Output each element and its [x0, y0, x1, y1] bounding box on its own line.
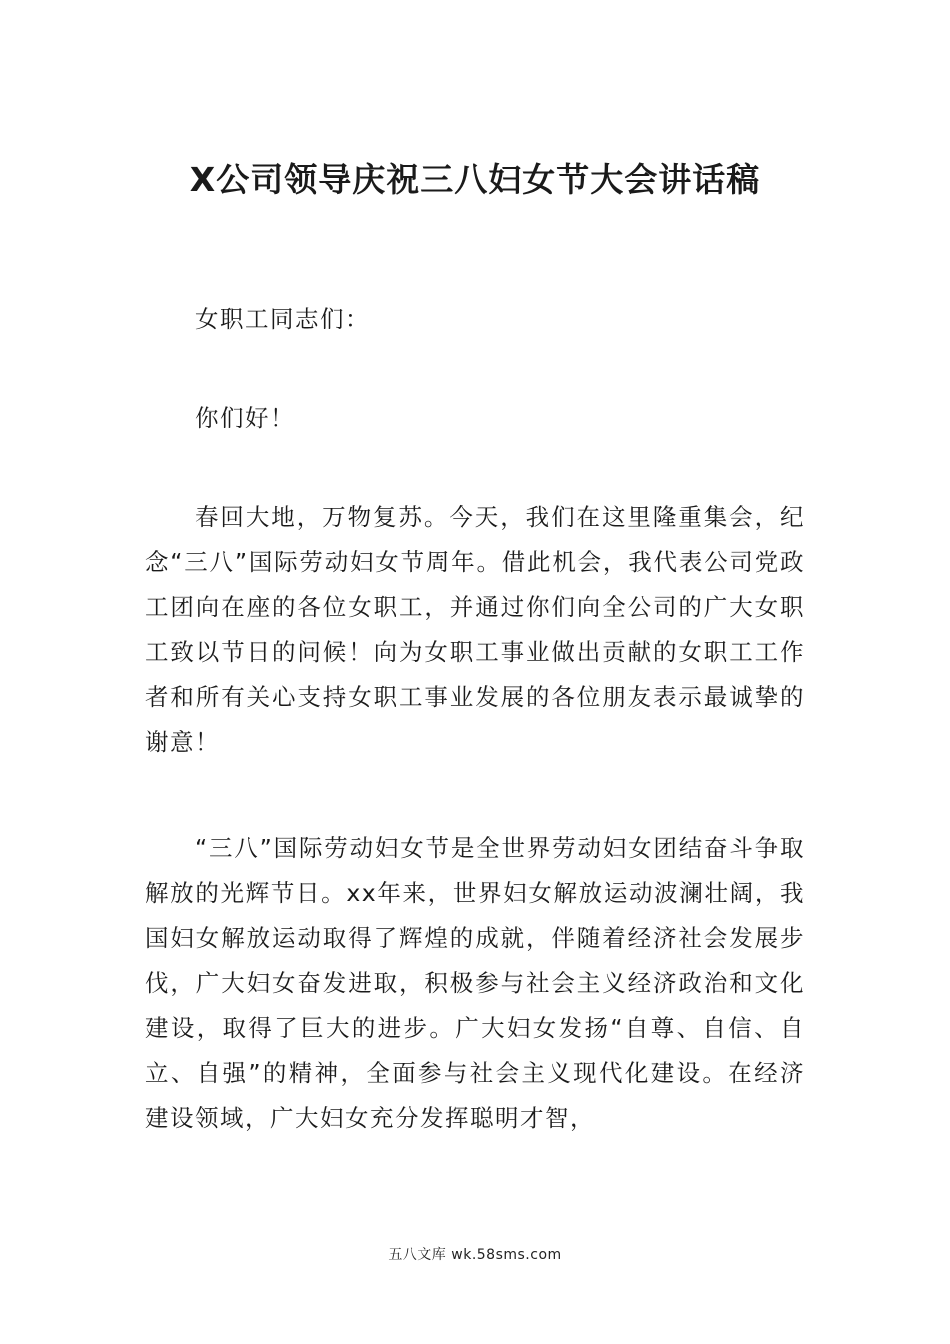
- document-title: X公司领导庆祝三八妇女节大会讲话稿: [189, 160, 761, 199]
- footer-watermark: 五八文库 wk.58sms.com: [388, 1247, 562, 1263]
- greeting: 你们好！: [195, 404, 295, 432]
- paragraph-1: 春回大地，万物复苏。今天，我们在这里隆重集会，纪念“三八”国际劳动妇女节周年。借此机会，我代表公司党政工团向在座的各位女职工，并通过你们向全公司的广大女职工致以节日的问候！向为女职工事业做出贡献的女职工工作者和所有关心支持女职工事业发展的各位朋友表示最诚挚的谢意！: [145, 503, 805, 756]
- paragraph-2: “三八”国际劳动妇女节是全世界劳动妇女团结奋斗争取解放的光辉节日。xx年来，世界妇女解放运动波澜壮阔，我国妇女解放运动取得了辉煌的成就，伴随着经济社会发展步伐，广大妇女奋发进取，积极参与社会主义经济政治和文化建设，取得了巨大的进步。广大妇女发扬“自尊、自信、自立、自强”的精神，全面参与社会主义现代化建设。在经济建设领域，广大妇女充分发挥聪明才智，: [145, 834, 805, 1132]
- salutation: 女职工同志们：: [195, 305, 370, 333]
